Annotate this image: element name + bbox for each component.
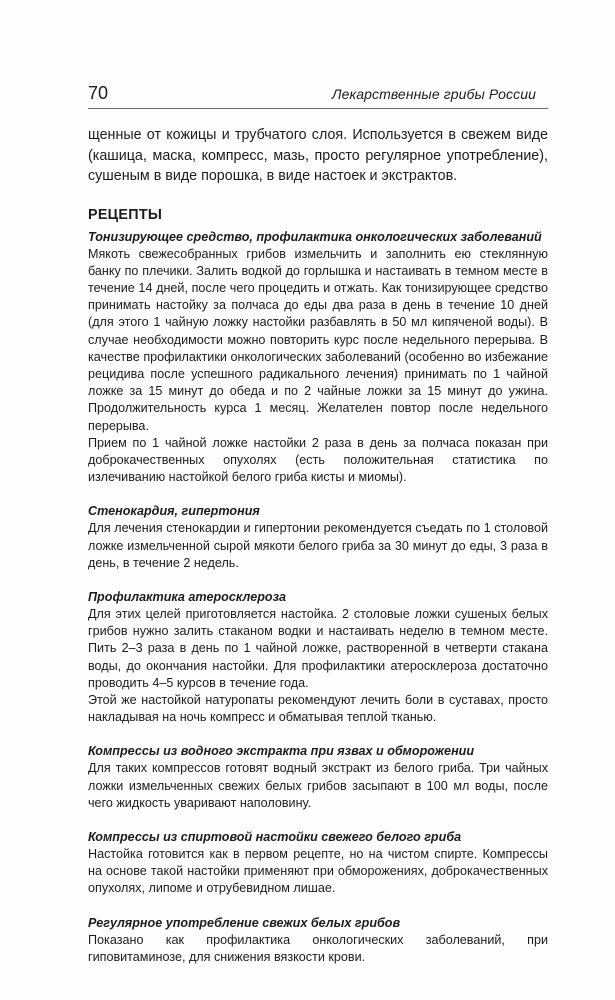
- recipe-title: Компрессы из спиртовой настойки свежего белого гриба: [88, 829, 462, 844]
- header-rule: [88, 108, 548, 109]
- page-content: [88, 125, 548, 983]
- recipe-paragraph: Настойка готовится как в первом рецепте, но на чистом спирте. Компрессы на основе такой настойки применяют при обморожениях, доброкачественных опухолях, липоме и отрубевидном лишае.: [88, 846, 548, 896]
- recipe-paragraph: Для таких компрессов готовят водный экстракт из белого гриба. Три чайных ложки измельченных свежих белых грибов засыпают в 100 мл воды, после чего жидкость уваривают наполовину.: [88, 761, 548, 810]
- recipe-title: Компрессы из водного экстракта при язвах и обморожении: [88, 744, 475, 759]
- recipe-angina: [88, 503, 548, 572]
- page-number: 70: [88, 83, 109, 103]
- recipe-atherosclerosis: [88, 589, 548, 726]
- section-heading-recipes: РЕЦЕПТЫ: [88, 206, 163, 223]
- recipe-body: [88, 932, 548, 966]
- recipe-paragraph: Для лечения стенокардии и гипертонии рекомендуется съедать по 1 столовой ложке измельченной сырой мякоти белого гриба за 30 минут до еды, 3 раза в день, в течение 2 недель.: [88, 521, 548, 570]
- recipe-alcohol-compress: [88, 829, 548, 898]
- recipe-body: [88, 606, 548, 726]
- recipe-water-compress: [88, 743, 548, 812]
- recipe-regular-use: [88, 915, 548, 966]
- recipe-paragraph: Этой же настойкой натуропаты рекомендуют лечить боли в суставах, просто накладывая на ночь компресс и обматывая теплой тканью.: [88, 692, 548, 725]
- recipe-body: [88, 520, 548, 572]
- recipe-paragraph: Для этих целей приготовляется настойка. 2 столовые ложки сушеных белых грибов нужно залить стаканом водки и настаивать неделю в темном месте. Пить 2–3 раза в день по 1 чайной ложке, растворенной в четверти стакана воды, до окончания настойки. Для профилактики атеросклероза достаточно проводить 4–5 курсов в течение года.: [88, 606, 548, 690]
- recipe-title: Профилактика атеросклероза: [88, 589, 287, 604]
- recipe-body: [88, 846, 548, 898]
- recipe-title: Регулярное употребление свежих белых грибов: [88, 915, 401, 930]
- recipe-paragraph: Прием по 1 чайной ложке настойки 2 раза в день за полчаса показан при доброкачественных опухолях (есть положительная статистика по излечиванию настойкой белого гриба кисты и миомы).: [88, 435, 548, 485]
- recipe-paragraph: Мякоть свежесобранных грибов измельчить и заполнить ею стеклянную банку по плечики. Залить водкой до горлышка и настаивать в темном месте в течение 14 дней, после чего процедить и отжать. Как тонизирующее средство принимать настойку за полчаса до еды два раза в день в течение 10 дней (для этого 1 чайную ложку настойки разбавлять в 50 мл кипяченой воды). В случае необходимости можно повторить курс после недельного перерыва. В качестве профилактики онкологических заболеваний (особенно во избежание рецидива после успешного радикального лечения) принимать по 1 чайной ложке за 15 минут до обеда и по 2 чайные ложки за 15 минут до ужина. Продолжительность курса 1 месяц. Желателен повтор после недельного перерыва.: [88, 246, 548, 433]
- recipe-body: [88, 246, 548, 487]
- recipe-paragraph: Показано как профилактика онкологических заболеваний, при гиповитаминозе, для снижения вязкости крови.: [88, 932, 548, 964]
- lead-paragraph: щенные от кожицы и трубчатого слоя. Используется в свежем виде (кашица, маска, компресс, мазь, просто регулярное употребление), сушеным в виде порошка, в виде настоек и экстрактов.: [88, 127, 548, 184]
- recipe-body: [88, 760, 548, 812]
- recipe-title: Стенокардия, гипертония: [88, 504, 260, 519]
- running-title: Лекарственные грибы России: [331, 86, 536, 102]
- page-header: [88, 82, 548, 106]
- recipe-tonic: [88, 229, 548, 487]
- recipe-title: Тонизирующее средство, профилактика онкологических заболеваний: [88, 229, 542, 244]
